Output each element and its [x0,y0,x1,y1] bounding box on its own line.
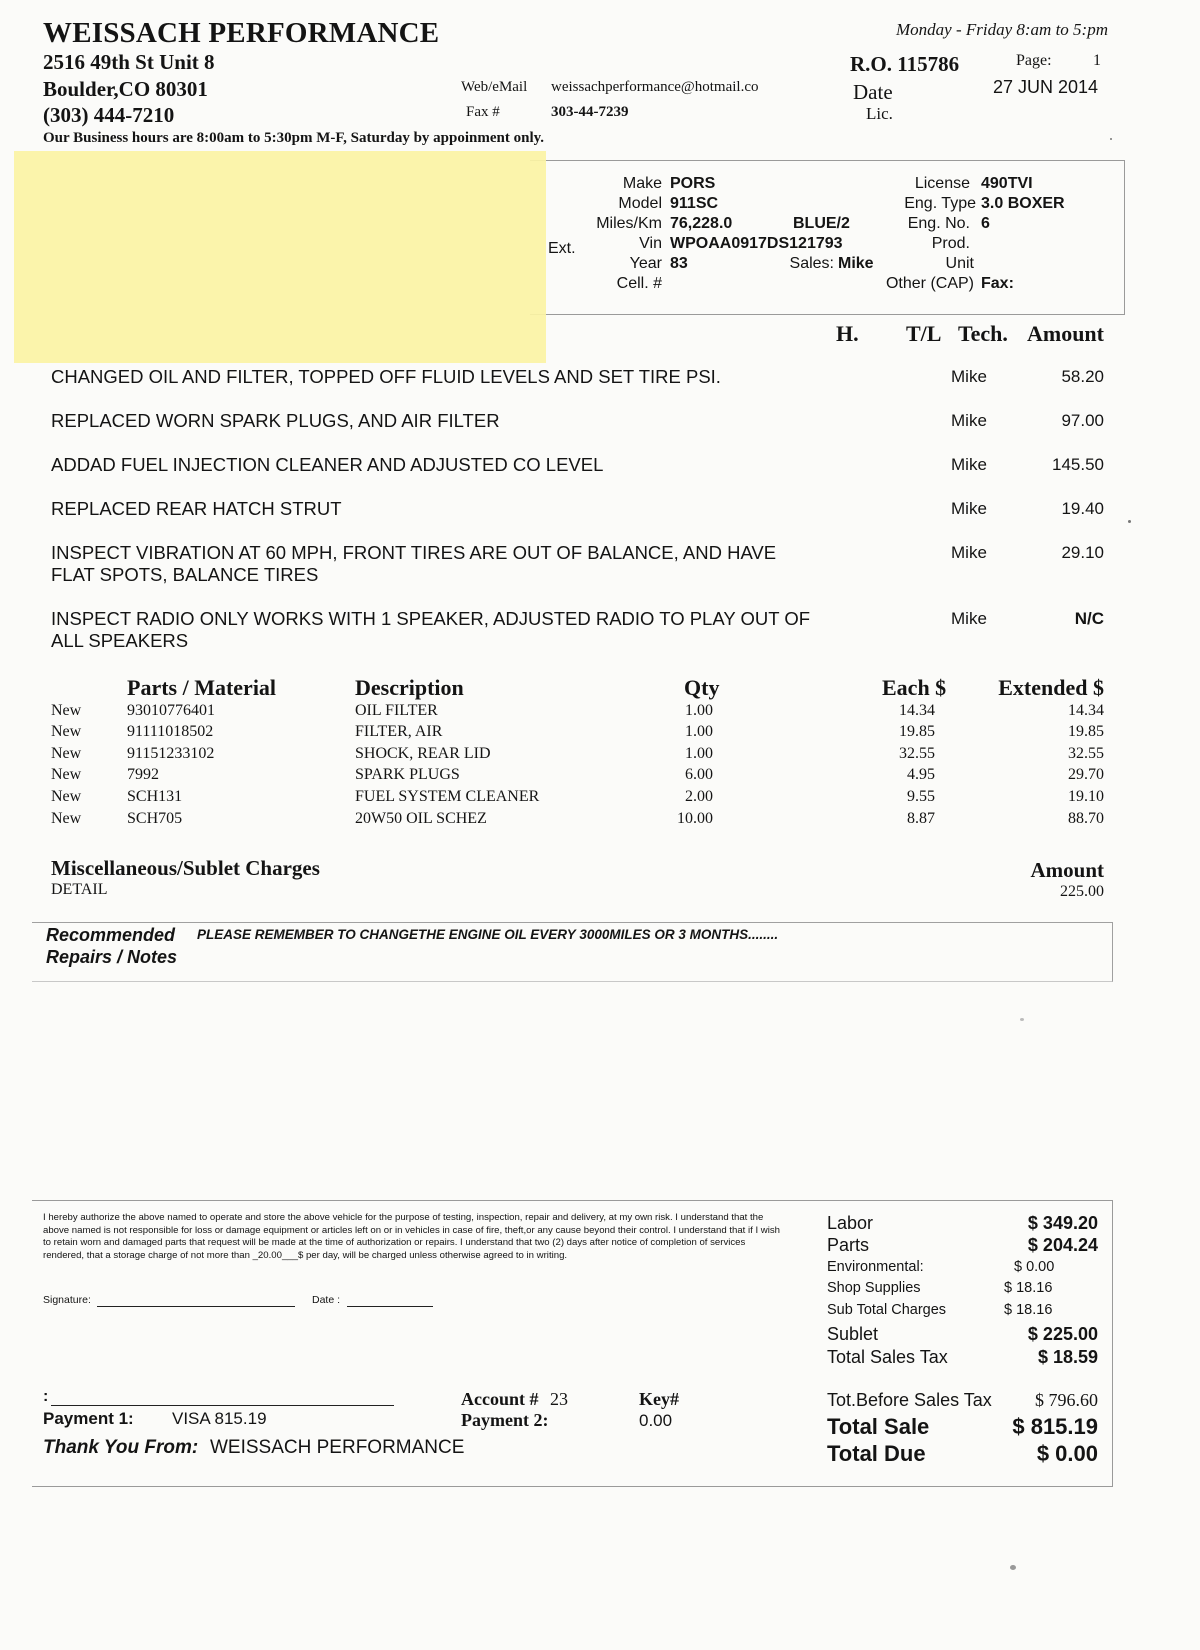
weekday-hours: Monday - Friday 8:am to 5:pm [896,20,1108,39]
recommended-title: Recommended [46,925,176,945]
part-description: FILTER, AIR [355,723,443,740]
labor-item-tech: Mike [951,367,987,386]
part-extended: 14.34 [1068,702,1104,719]
part-extended: 32.55 [1068,745,1104,762]
part-condition: New [51,810,82,827]
part-description: OIL FILTER [355,702,438,719]
license-label: License [914,175,970,192]
cell-label: Cell. # [616,275,662,292]
payment1-label: Payment 1: [43,1409,134,1428]
part-qty: 6.00 [685,766,713,783]
year-value: 83 [670,255,688,272]
payment2-label: Payment 2: [461,1410,549,1430]
shop-fax-label: Fax # [466,104,500,120]
before-tax-label: Tot.Before Sales Tax [827,1390,992,1410]
web-email-value: weissachperformance@hotmail.co [551,79,759,95]
part-number: 93010776401 [127,702,215,719]
part-number: 91111018502 [127,723,214,740]
labor-total-value: $ 349.20 [1027,1213,1098,1233]
vin-label: Vin [639,235,662,252]
total-due-value: $ 0.00 [1036,1441,1098,1466]
labor-total-label: Labor [827,1213,874,1233]
part-each: 32.55 [899,745,935,762]
miles-label: Miles/Km [596,215,662,232]
business-hours-note: Our Business hours are 8:00am to 5:30pm M-F, Saturday by appoinment only. [43,130,545,146]
part-qty: 10.00 [677,810,713,827]
payment-line [51,1405,394,1406]
part-number: 7992 [127,766,159,783]
lic-label: Lic. [866,104,893,123]
vin-value: WPOAA0917DS121793 [670,235,843,252]
environmental-label: Environmental: [827,1259,924,1275]
key-value: 0.00 [639,1411,673,1430]
labor-item-amount: 19.40 [1061,499,1104,518]
part-each: 19.85 [899,723,935,740]
part-extended: 29.70 [1068,766,1104,783]
make-value: PORS [670,175,716,192]
sub-total-label: Sub Total Charges [827,1302,947,1318]
part-condition: New [51,788,82,805]
license-value: 490TVI [981,175,1033,192]
page-number: 1 [1093,52,1101,69]
part-description: SHOCK, REAR LID [355,745,491,762]
labor-header-h: H. [836,321,859,346]
eng-no-value: 6 [981,215,990,232]
account-value: 23 [550,1389,568,1409]
labor-header-amount: Amount [1026,321,1104,346]
date-label: Date [853,80,893,104]
parts-total-value: $ 204.24 [1027,1235,1098,1255]
part-number: 91151233102 [127,745,215,762]
sales-tax-value: $ 18.59 [1037,1347,1098,1367]
labor-item-tech: Mike [951,499,987,518]
shop-phone: (303) 444-7210 [43,103,175,127]
page-label: Page: [1016,52,1052,69]
misc-sublet-title: Miscellaneous/Sublet Charges [51,856,320,880]
account-label: Account # [461,1389,539,1409]
part-each: 9.55 [907,788,935,805]
year-label: Year [629,255,662,272]
parts-header-qty: Qty [684,675,720,700]
labor-item-desc: INSPECT VIBRATION AT 60 MPH, FRONT TIRES ARE OUT OF BALANCE, AND HAVE FLAT SPOTS, BALANCE TIRES [51,542,777,585]
part-qty: 1.00 [685,702,713,719]
shop-address-line2: Boulder,CO 80301 [43,77,208,101]
key-label: Key# [639,1389,679,1409]
make-label: Make [622,175,662,192]
part-each: 8.87 [907,810,935,827]
parts-header-desc: Description [355,675,464,700]
labor-item-desc: CHANGED OIL AND FILTER, TOPPED OFF FLUID LEVELS AND SET TIRE PSI. [51,366,721,387]
part-number: SCH131 [127,788,183,805]
color-value: BLUE/2 [793,215,850,232]
labor-item-tech: Mike [951,411,987,430]
labor-item-desc: REPLACED REAR HATCH STRUT [51,498,342,519]
eng-type-label: Eng. Type [904,195,976,212]
before-tax-value: $ 796.60 [1035,1390,1098,1410]
labor-item-tech: Mike [951,543,987,562]
thank-you-shop-name: WEISSACH PERFORMANCE [210,1437,465,1458]
authorization-text: I hereby authorize the above named to operate and store the above vehicle for the purpose of testing, inspection, repair and delivery, at my own risk. I understand that the above named is not responsible for loss or damage equipment or articles left on or in vehicles in case of fire, theft,or any cause beyond their control. I understand that if I wish to retain worn and damaged parts that request will be made at the time of authorization or repairs. I understand that two (2) days after notice of completion of services rendered, that a storage charge of not more than _20.00___$ per day, will be charged unless otherwise agreed to in writing. [43,1212,780,1261]
scan-speck [1110,138,1112,140]
misc-amount: 225.00 [1060,883,1104,900]
signature-label: Signature: [43,1294,91,1306]
shop-supplies-value: $ 18.16 [1004,1280,1053,1296]
parts-header-part: Parts / Material [127,675,277,700]
parts-total-label: Parts [827,1235,870,1255]
sales-tax-label: Total Sales Tax [827,1347,948,1367]
miles-value: 76,228.0 [670,215,733,232]
labor-item-desc: ADDAD FUEL INJECTION CLEANER AND ADJUSTED CO LEVEL [51,454,604,475]
signature-date-line[interactable] [347,1306,433,1307]
part-qty: 1.00 [685,745,713,762]
sublet-label: Sublet [827,1324,879,1344]
payment-colon: : [43,1388,49,1405]
other-cap-label: Other (CAP) [885,275,974,292]
scan-speck [1128,520,1131,523]
signature-date-label: Date : [312,1294,341,1306]
total-due-label: Total Due [827,1441,926,1466]
labor-item-amount: 29.10 [1061,543,1104,562]
shop-address-line1: 2516 49th St Unit 8 [43,50,215,74]
environmental-value: $ 0.00 [1014,1259,1055,1275]
scan-speck [1020,1018,1024,1021]
scan-speck [1010,1565,1016,1570]
total-sale-label: Total Sale [827,1414,930,1439]
part-condition: New [51,766,82,783]
labor-item-amount: N/C [1074,609,1104,628]
model-label: Model [618,195,662,212]
thank-you-label: Thank You From: [43,1437,199,1458]
part-extended: 19.85 [1068,723,1104,740]
date-value: 27 JUN 2014 [993,77,1099,97]
sub-total-value: $ 18.16 [1004,1302,1053,1318]
part-description: 20W50 OIL SCHEZ [355,810,487,827]
misc-detail: DETAIL [51,881,108,898]
part-extended: 88.70 [1068,810,1104,827]
part-qty: 2.00 [685,788,713,805]
web-email-label: Web/eMail [461,79,528,95]
part-each: 4.95 [907,766,935,783]
prod-label: Prod. [931,235,970,252]
misc-amount-label: Amount [1030,858,1104,882]
shop-fax-value: 303-44-7239 [551,104,629,120]
repair-order-number: R.O. 115786 [850,52,960,76]
part-each: 14.34 [899,702,935,719]
sublet-value: $ 225.00 [1027,1324,1098,1344]
ext-label: Ext. [548,240,576,257]
sales-value: Mike [838,255,874,272]
part-number: SCH705 [127,810,183,827]
repairs-notes-title: Repairs / Notes [46,947,178,967]
part-description: FUEL SYSTEM CLEANER [355,788,540,805]
parts-header-extended: Extended $ [998,675,1104,700]
labor-item-desc: INSPECT RADIO ONLY WORKS WITH 1 SPEAKER, ADJUSTED RADIO TO PLAY OUT OF ALL SPEAKERS [51,608,811,651]
part-condition: New [51,723,82,740]
part-qty: 1.00 [685,723,713,740]
sales-label: Sales: [789,255,834,272]
part-extended: 19.10 [1068,788,1104,805]
labor-item-tech: Mike [951,455,987,474]
part-condition: New [51,702,82,719]
labor-item-amount: 97.00 [1061,411,1104,430]
parts-header-each: Each $ [882,675,947,700]
labor-item-tech: Mike [951,609,987,628]
shop-supplies-label: Shop Supplies [827,1280,921,1296]
labor-item-desc: REPLACED WORN SPARK PLUGS, AND AIR FILTER [51,410,500,431]
unit-label: Unit [945,255,974,272]
labor-item-amount: 145.50 [1052,455,1104,474]
labor-header-tl: T/L [906,321,942,346]
part-condition: New [51,745,82,762]
part-description: SPARK PLUGS [355,766,460,783]
payment1-value: VISA 815.19 [172,1409,267,1428]
shop-name: WEISSACH PERFORMANCE [43,17,440,49]
labor-header-tech: Tech. [958,321,1008,346]
model-value: 911SC [670,195,719,212]
signature-line[interactable] [97,1306,295,1307]
labor-item-amount: 58.20 [1061,367,1104,386]
vehicle-fax-label: Fax: [981,275,1014,292]
total-sale-value: $ 815.19 [1012,1414,1098,1439]
recommended-note: PLEASE REMEMBER TO CHANGETHE ENGINE OIL EVERY 3000MILES OR 3 MONTHS........ [197,927,779,942]
eng-type-value: 3.0 BOXER [981,195,1065,212]
redacted-customer-info [14,151,546,363]
eng-no-label: Eng. No. [907,215,970,232]
